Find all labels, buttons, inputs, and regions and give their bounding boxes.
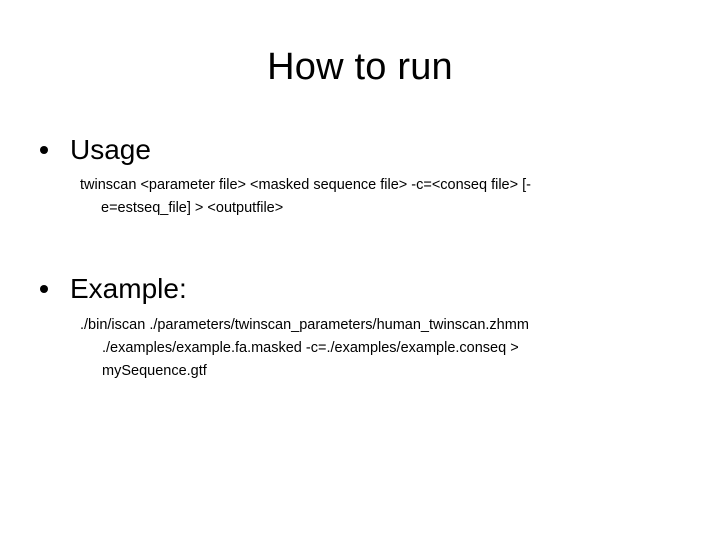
usage-line-1: twinscan <parameter file> <masked sequence file> -c=<conseq file> [- — [80, 177, 531, 193]
example-command — [80, 314, 529, 383]
bullet-label-example: Example: — [70, 273, 187, 304]
bullet-dot-icon — [40, 285, 48, 293]
usage-line-2: e=estseq_file] > <outputfile> — [101, 200, 284, 216]
slide-title: How to run — [267, 46, 453, 88]
bullet-example — [40, 271, 187, 307]
bullet-usage — [40, 132, 151, 168]
example-line-3: mySequence.gtf — [102, 363, 207, 379]
example-line-2: ./examples/example.fa.masked -c=./examples/example.conseq > — [102, 340, 519, 356]
bullet-dot-icon — [40, 146, 48, 154]
usage-command — [80, 174, 531, 220]
example-line-1: ./bin/iscan ./parameters/twinscan_parameters/human_twinscan.zhmm — [80, 317, 529, 333]
bullet-label-usage: Usage — [70, 134, 151, 165]
